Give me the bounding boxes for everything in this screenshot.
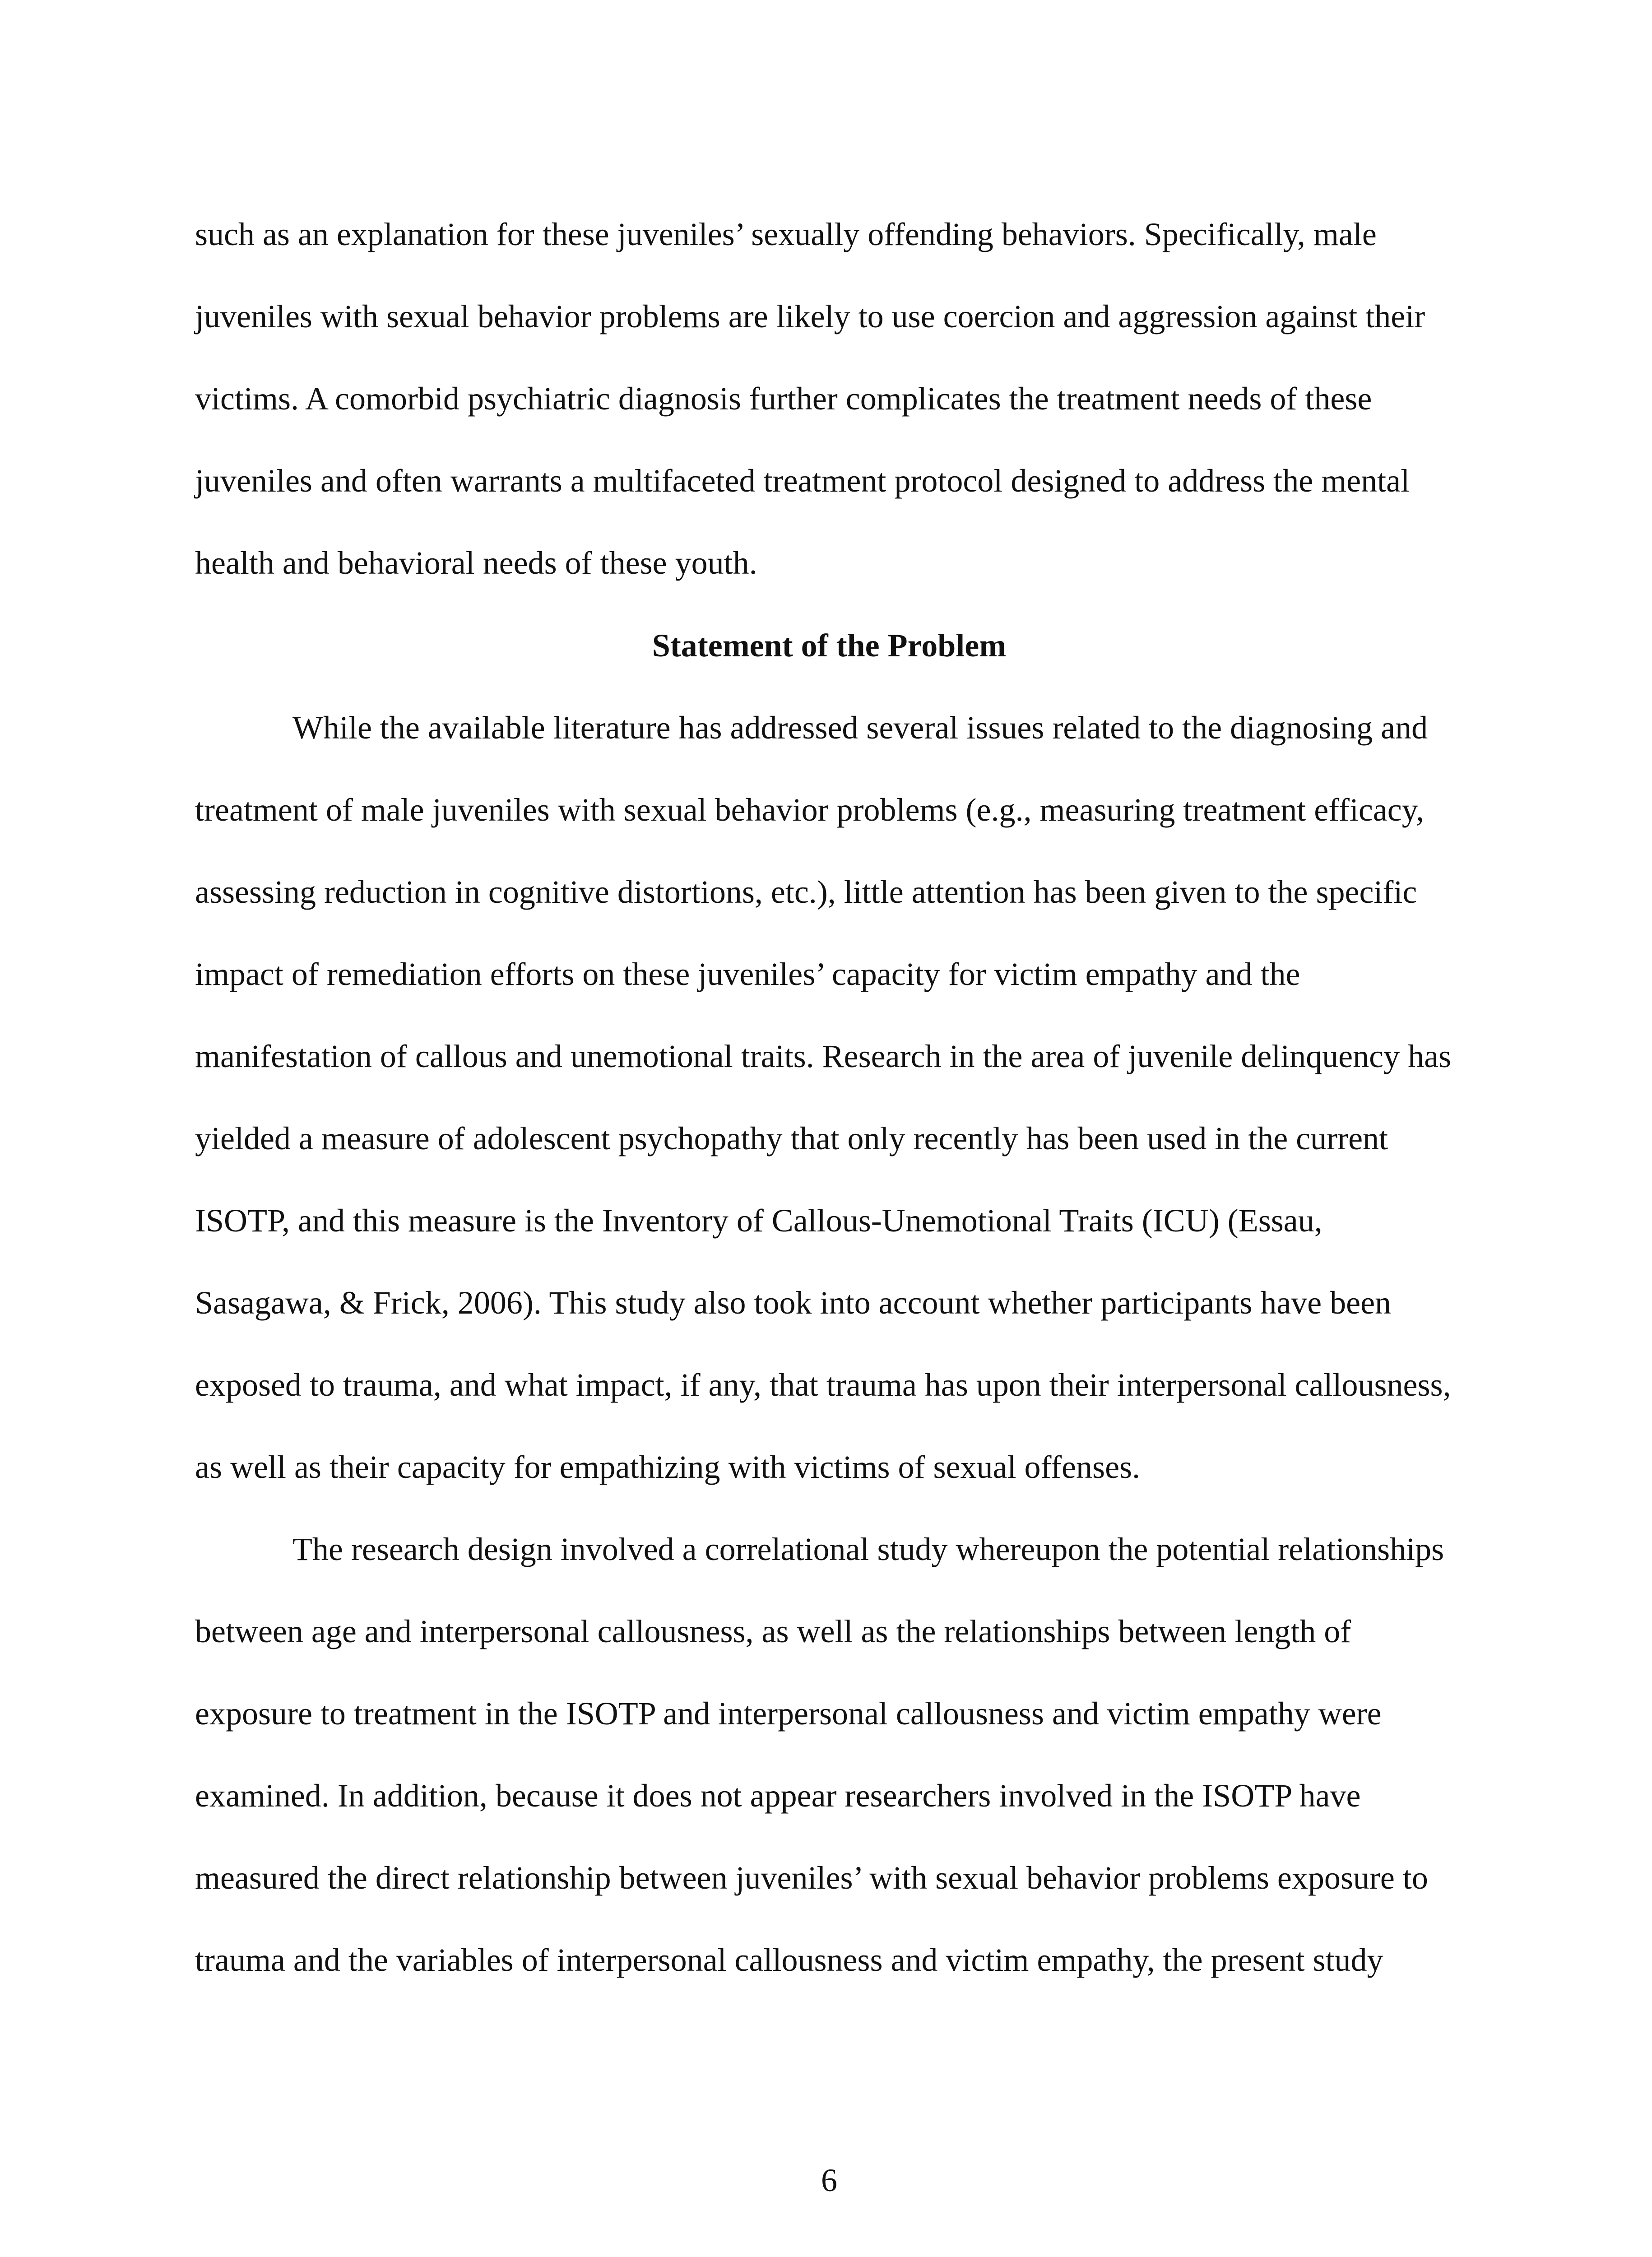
body-text-top	[195, 193, 1463, 604]
body-text-main	[195, 687, 1463, 2001]
continuation-paragraph: such as an explanation for these juveniles’ sexually offending behaviors. Specifically, male juveniles with sexual behavior problems are likely to use coercion and aggression against their victims. A comorbid psychiatric diagnosis further complicates the treatment needs of these juveniles and often warrants a multifaceted treatment protocol designed to address the mental health and behavioral needs of these youth.	[195, 216, 1425, 581]
page-number: 6	[821, 2162, 837, 2198]
paragraph-problem-statement: While the available literature has addressed several issues related to the diagnosing and treatment of male juveniles with sexual behavior problems (e.g., measuring treatment efficacy, assessing reduction in cognitive distortions, etc.), little attention has been given to the specific impact of remediation efforts on these juveniles’ capacity for victim empathy and the manifestation of callous and unemotional traits. Research in the area of juvenile delinquency has yielded a measure of adolescent psychopathy that only recently has been used in the current ISOTP, and this measure is the Inventory of Callous-Unemotional Traits (ICU) (Essau, Sasagawa, & Frick, 2006). This study also took into account whether participants have been exposed to trauma, and what impact, if any, that trauma has upon their interpersonal callousness, as well as their capacity for empathizing with victims of sexual offenses.	[195, 710, 1452, 1485]
section-heading: Statement of the Problem	[652, 627, 1007, 664]
paragraph-research-design: The research design involved a correlational study whereupon the potential relationships between age and interpersonal callousness, as well as the relationships between length of exposure to treatment in the ISOTP and interpersonal callousness and victim empathy were examined. In addition, because it does not appear researchers involved in the ISOTP have measured the direct relationship between juveniles’ with sexual behavior problems exposure to trauma and the variables of interpersonal callousness and victim empathy, the present study	[195, 1531, 1444, 1978]
